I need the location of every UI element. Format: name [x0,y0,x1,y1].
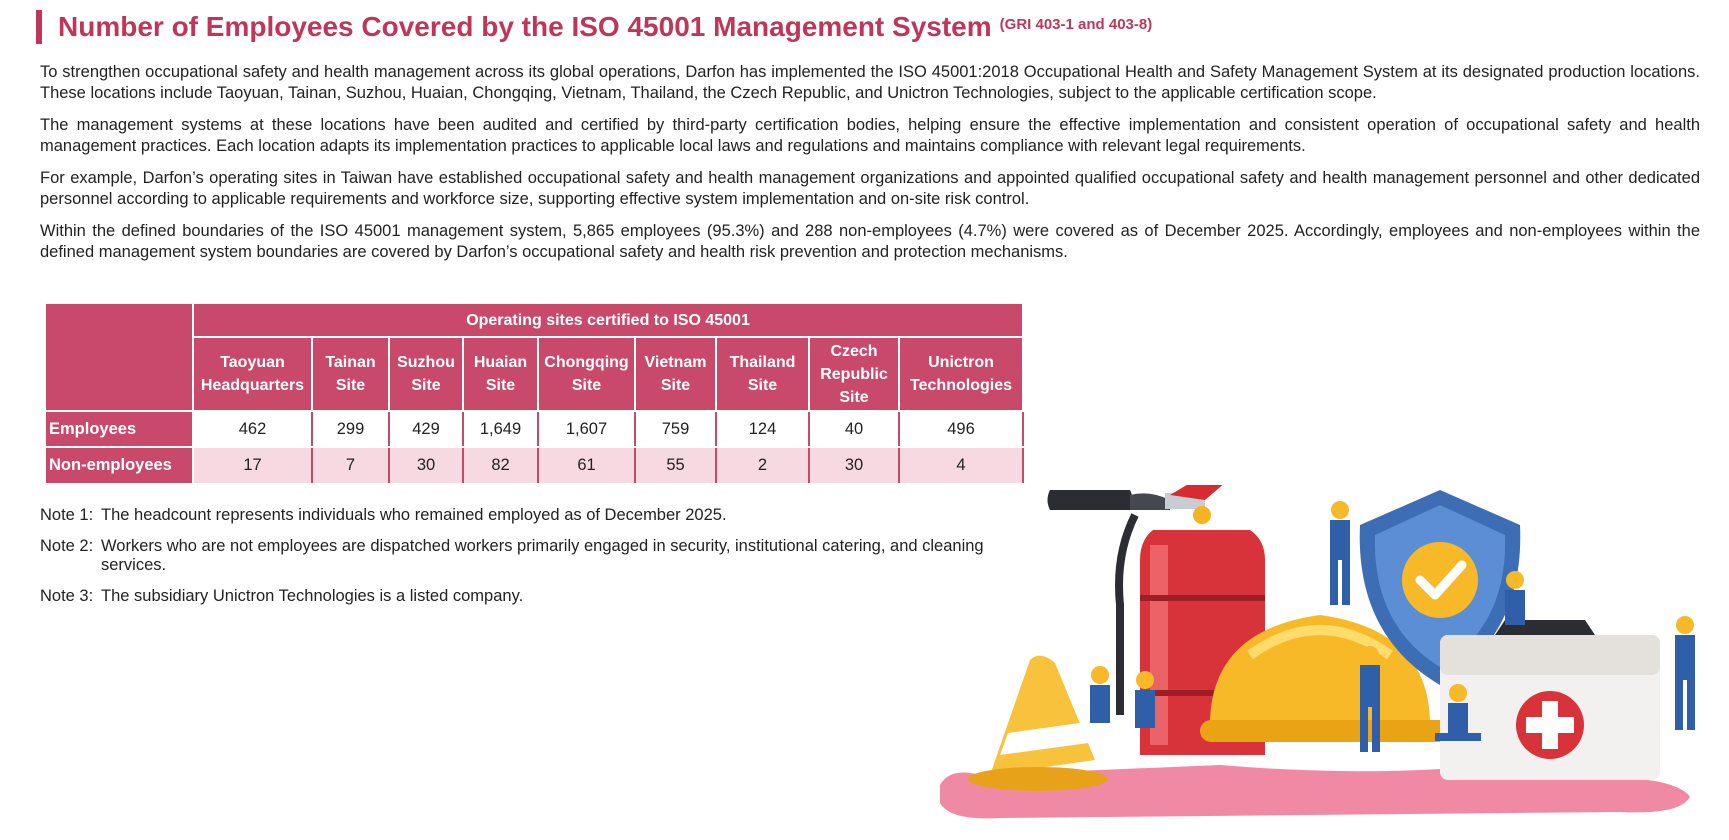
table-cell: 124 [716,411,809,447]
footnotes [40,506,1000,618]
table-cell: 40 [809,411,899,447]
safety-illustration [920,485,1700,825]
note-1 [40,506,1000,525]
paragraph: To strengthen occupational safety and health management across its global operations, Darfon has implemented the ISO 45001:2018 Occupational Health and Safety Management System at its designated production locations. These locations include Taoyuan, Tainan, Suzhou, Huaian, Chongqing, Vietnam, Thailand, the Czech Republic, and Unictron Technologies, subject to the applicable certification scope. [40,63,1700,102]
note-3 [40,587,1000,606]
table-cell: 30 [809,447,899,484]
column-header-chongqing: Chongqing Site [538,337,635,411]
page-title: Number of Employees Covered by the ISO 45001 Management System [58,11,992,42]
row-label-non-employees: Non-employees [45,447,193,484]
note-2 [40,537,1000,575]
page-subtitle: (GRI 403-1 and 403-8) [999,15,1153,33]
first-aid-kit-icon [1440,620,1660,780]
table-cell: 17 [193,447,312,484]
title-accent-bar [36,10,42,44]
row-label-employees: Employees [45,411,193,447]
column-header-huaian: Huaian Site [463,337,538,411]
note-key: Note 1: [40,506,94,524]
column-header-suzhou: Suzhou Site [389,337,463,411]
note-text: The headcount represents individuals who remained employed as of December 2025. [101,506,727,524]
note-text: Workers who are not employees are dispatched workers primarily engaged in security, institutional catering, and cleaning services. [101,537,984,574]
column-header-czech: Czech Republic Site [809,337,899,411]
table-cell: 429 [389,411,463,447]
table-cell: 1,607 [538,411,635,447]
note-key: Note 2: [40,537,94,555]
table-cell: 4 [899,447,1023,484]
table-cell: 7 [312,447,389,484]
note-text: The subsidiary Unictron Technologies is a listed company. [101,587,524,605]
table-cell: 82 [463,447,538,484]
column-header-thailand: Thailand Site [716,337,809,411]
table-cell: 759 [635,411,716,447]
note-key: Note 3: [40,587,94,605]
table-cell: 299 [312,411,389,447]
body-text [40,62,1700,274]
table-cell: 61 [538,447,635,484]
traffic-cone-icon [968,656,1108,791]
table-row-non-employees [45,447,1023,484]
table-cell: 55 [635,447,716,484]
paragraph: For example, Darfon’s operating sites in Taiwan have established occupational safety and health management organizations and appointed qualified occupational safety and health management personnel and other dedicated personnel according to applicable requirements and workforce size, supporting effective system implementation and on-site risk control. [40,169,1700,208]
table-cell: 30 [389,447,463,484]
table-cell: 1,649 [463,411,538,447]
column-header-unictron: Unictron Technologies [899,337,1023,411]
column-header-taoyuan: Taoyuan Headquarters [193,337,312,411]
column-header-vietnam: Vietnam Site [635,337,716,411]
table-cell: 462 [193,411,312,447]
table-super-header: Operating sites certified to ISO 45001 [193,303,1023,337]
paragraph: Within the defined boundaries of the ISO 45001 management system, 5,865 employees (95.3%) and 288 non-employees (4.7%) were covered as of December 2025. Accordingly, employees and non-employees within the defined management system boundaries are covered by Darfon’s occupational safety and health risk prevention and protection mechanisms. [40,222,1700,261]
table-corner-cell [45,303,193,411]
column-header-tainan: Tainan Site [312,337,389,411]
table-cell: 2 [716,447,809,484]
page-header [36,10,1152,44]
table-cell: 496 [899,411,1023,447]
paragraph: The management systems at these locations have been audited and certified by third-party certification bodies, helping ensure the effective implementation and consistent operation of occupational safety and health management practices. Each location adapts its implementation practices to applicable local laws and regulations and maintains compliance with relevant legal requirements. [40,116,1700,155]
table-row-employees [45,411,1023,447]
employee-coverage-table [44,302,1024,485]
